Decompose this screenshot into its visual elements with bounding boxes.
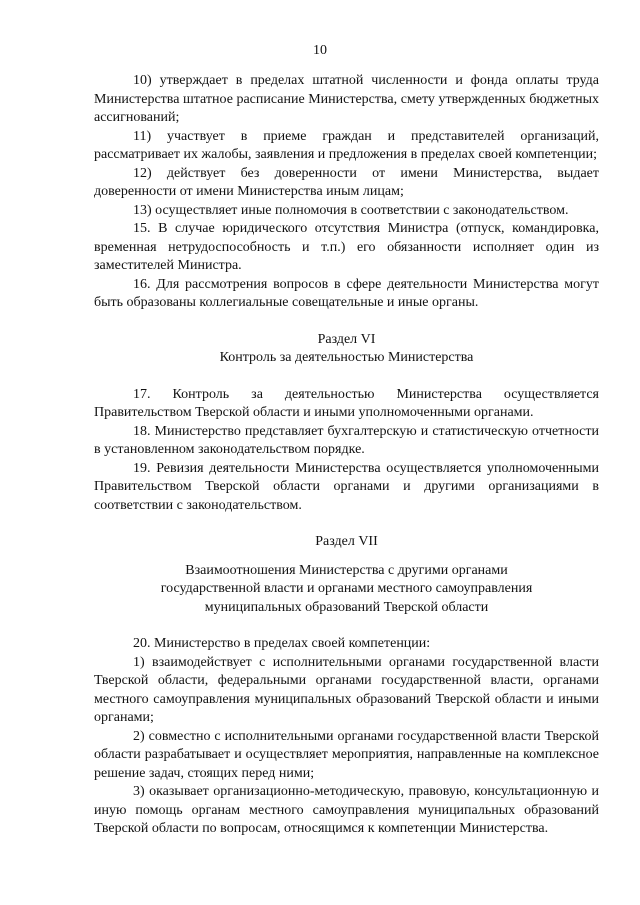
section-7-title-line-1: Взаимоотношения Министерства с другими органами bbox=[185, 562, 508, 578]
section-7-number: Раздел VII bbox=[315, 534, 378, 549]
paragraph-item-1: 1) взаимодействует с исполнительными органами государственной власти Тверской области, федеральными органами государственной власти, органами местного самоуправления муниципальных образований Тверской области и иными органами; bbox=[94, 654, 599, 725]
paragraph-clause-16: 16. Для рассмотрения вопросов в сфере деятельности Министерства могут быть образованы коллегиальные совещательные и иные органы. bbox=[94, 276, 599, 310]
paragraph-item-3: 3) оказывает организационно-методическую, правовую, консультационную и иную помощь органам местного самоуправления муниципальных образований Тверской области по вопросам, относящимся к компетенции Министерства. bbox=[94, 784, 599, 836]
paragraph-item-12: 12) действует без доверенности от имени Министерства, выдает доверенности от имени Министерства иным лицам; bbox=[94, 165, 599, 199]
paragraph-clause-17: 17. Контроль за деятельностью Министерства осуществляется Правительством Тверской области и иными уполномоченными органами. bbox=[94, 386, 599, 420]
paragraph-clause-15: 15. В случае юридического отсутствия Министра (отпуск, командировка, временная нетрудоспособность и т.п.) его обязанности исполняет один из заместителей Министра. bbox=[94, 221, 599, 273]
paragraph-clause-18: 18. Министерство представляет бухгалтерскую и статистическую отчетности в установленном законодательством порядке. bbox=[94, 423, 599, 457]
section-6-number: Раздел VI bbox=[317, 331, 376, 347]
section-7-title-line-3: муниципальных образований Тверской области bbox=[204, 599, 489, 615]
paragraph-item-11: 11) участвует в приеме граждан и представителей организаций, рассматривает их жалобы, заявления и предложения в пределах своей компетенции; bbox=[94, 128, 599, 162]
paragraph-item-10: 10) утверждает в пределах штатной численности и фонда оплаты труда Министерства штатное расписание Министерства, смету утвержденных бюджетных ассигнований; bbox=[94, 73, 599, 125]
paragraph-item-2: 2) совместно с исполнительными органами государственной власти Тверской области разрабатывает и осуществляет мероприятия, направленные на комплексное решение задач, стоящих перед ними; bbox=[94, 728, 599, 781]
paragraph-clause-20: 20. Министерство в пределах своей компетенции: bbox=[133, 636, 431, 651]
paragraph-clause-19: 19. Ревизия деятельности Министерства осуществляется уполномоченными Правительством Тверской области органами и другими организациями в соответствии с законодательством. bbox=[94, 460, 599, 513]
section-7-title-line-2: государственной власти и органами местного самоуправления bbox=[160, 581, 533, 596]
paragraph-item-13: 13) осуществляет иные полномочия в соответствии с законодательством. bbox=[133, 202, 569, 218]
section-6-title: Контроль за деятельностью Министерства bbox=[219, 350, 474, 365]
page-number: 10 bbox=[313, 43, 327, 58]
document-body bbox=[94, 72, 599, 839]
